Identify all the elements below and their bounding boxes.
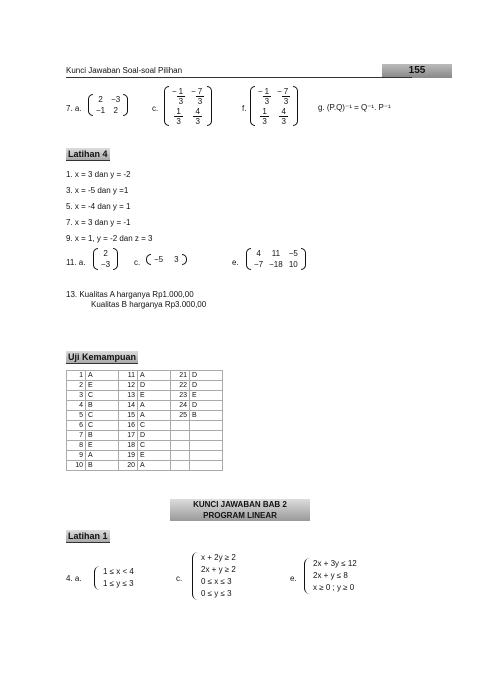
question-number-cell: 11 bbox=[119, 371, 138, 381]
answer-cell bbox=[190, 461, 223, 471]
answer-cell bbox=[190, 431, 223, 441]
answer-cell bbox=[190, 421, 223, 431]
answer-cell: A bbox=[86, 371, 119, 381]
question-number-cell: 6 bbox=[67, 421, 86, 431]
question-number-cell: 5 bbox=[67, 411, 86, 421]
q4c-system: x + 2y ≥ 2 2x + y ≥ 2 0 ≤ x ≤ 3 0 ≤ y ≤ 3 bbox=[192, 552, 236, 600]
item7-a-matrix: 2 −3 −1 2 bbox=[88, 94, 128, 116]
answer-cell: C bbox=[138, 441, 171, 451]
bab2-title-box bbox=[170, 499, 310, 521]
q4a-system: 1 ≤ x < 4 1 ≤ y ≤ 3 bbox=[94, 566, 134, 590]
latihan1-title: Latihan 1 bbox=[68, 531, 108, 541]
q11-a-matrix: 2 −3 bbox=[93, 248, 118, 270]
running-header: Kunci Jawaban Soal-soal Pilihan bbox=[66, 66, 183, 75]
question-number-cell bbox=[171, 461, 190, 471]
item7-f-matrix: − $\frac{1}{3}$ − $\frac{7}{3}$ $\frac{1}{3}$ $\frac{4}{3}$ bbox=[250, 86, 298, 126]
answer-cell: A bbox=[138, 411, 171, 421]
question-number-cell: 2 bbox=[67, 381, 86, 391]
table-row bbox=[67, 451, 223, 461]
question-number-cell: 10 bbox=[67, 461, 86, 471]
question-number-cell: 19 bbox=[119, 451, 138, 461]
table-row bbox=[67, 371, 223, 381]
answer-cell: D bbox=[138, 431, 171, 441]
answer-cell: C bbox=[86, 421, 119, 431]
question-number-cell: 18 bbox=[119, 441, 138, 451]
q13-line2: Kualitas B harganya Rp3.000,00 bbox=[91, 300, 207, 309]
table-row bbox=[67, 431, 223, 441]
answer-cell bbox=[190, 441, 223, 451]
question-number-cell: 23 bbox=[171, 391, 190, 401]
answer-cell: D bbox=[190, 371, 223, 381]
question-number-cell: 7 bbox=[67, 431, 86, 441]
question-number-cell: 22 bbox=[171, 381, 190, 391]
latihan4-line: 1. x = 3 dan y = -2 bbox=[66, 170, 131, 179]
uji-title: Uji Kemampuan bbox=[68, 352, 137, 362]
latihan4-line: 3. x = -5 dan y =1 bbox=[66, 186, 129, 195]
question-number-cell bbox=[171, 431, 190, 441]
answer-key-table bbox=[66, 370, 223, 471]
q4c-label: c. bbox=[176, 574, 183, 583]
q11-c-matrix: −5 3 bbox=[146, 254, 187, 265]
table-row bbox=[67, 391, 223, 401]
item7-g-text: g. (P.Q)⁻¹ = Q⁻¹. P⁻¹ bbox=[318, 103, 391, 112]
question-number-cell: 12 bbox=[119, 381, 138, 391]
answer-cell: A bbox=[138, 371, 171, 381]
answer-cell: A bbox=[86, 451, 119, 461]
question-number-cell bbox=[171, 421, 190, 431]
q13-line1: 13. Kualitas A harganya Rp1.000,00 bbox=[66, 290, 194, 299]
q11-label: 11. a. bbox=[66, 258, 86, 267]
q11-e-matrix: 4 11 −5 −7 −18 10 bbox=[246, 248, 306, 270]
item7-c-label: c. bbox=[152, 104, 159, 113]
latihan4-line: 7. x = 3 dan y = -1 bbox=[66, 218, 131, 227]
table-row bbox=[67, 401, 223, 411]
answer-cell: B bbox=[86, 401, 119, 411]
item7-label: 7. a. bbox=[66, 104, 82, 113]
answer-cell: C bbox=[86, 411, 119, 421]
answer-cell: A bbox=[138, 461, 171, 471]
q4a-label: 4. a. bbox=[66, 574, 82, 583]
answer-cell bbox=[190, 451, 223, 461]
bab2-title-line1: KUNCI JAWABAN BAB 2 bbox=[193, 500, 287, 509]
answer-cell: E bbox=[190, 391, 223, 401]
question-number-cell: 14 bbox=[119, 401, 138, 411]
latihan4-line: 9. x = 1, y = -2 dan z = 3 bbox=[66, 234, 153, 243]
question-number-cell: 15 bbox=[119, 411, 138, 421]
q4e-system: 2x + 3y ≤ 12 2x + y ≤ 8 x ≥ 0 ; y ≥ 0 bbox=[304, 558, 357, 594]
latihan4-title: Latihan 4 bbox=[68, 149, 108, 159]
answer-cell: A bbox=[138, 401, 171, 411]
question-number-cell: 25 bbox=[171, 411, 190, 421]
question-number-cell: 3 bbox=[67, 391, 86, 401]
answer-cell: C bbox=[86, 391, 119, 401]
answer-cell: D bbox=[190, 381, 223, 391]
latihan4-line: 5. x = -4 dan y = 1 bbox=[66, 202, 131, 211]
bab2-title-line2: PROGRAM LINEAR bbox=[203, 511, 277, 520]
answer-cell: D bbox=[190, 401, 223, 411]
table-row bbox=[67, 461, 223, 471]
question-number-cell: 9 bbox=[67, 451, 86, 461]
question-number-cell bbox=[171, 441, 190, 451]
question-number-cell: 20 bbox=[119, 461, 138, 471]
q11-e-label: e. bbox=[232, 258, 239, 267]
question-number-cell: 21 bbox=[171, 371, 190, 381]
table-row bbox=[67, 441, 223, 451]
question-number-cell: 17 bbox=[119, 431, 138, 441]
answer-cell: B bbox=[190, 411, 223, 421]
table-row bbox=[67, 411, 223, 421]
answer-cell: E bbox=[86, 381, 119, 391]
answer-cell: B bbox=[86, 461, 119, 471]
question-number-cell: 16 bbox=[119, 421, 138, 431]
header-rule bbox=[66, 77, 412, 78]
question-number-cell: 4 bbox=[67, 401, 86, 411]
question-number-cell: 1 bbox=[67, 371, 86, 381]
question-number-cell: 13 bbox=[119, 391, 138, 401]
page-number: 155 bbox=[382, 64, 452, 78]
question-number-cell: 24 bbox=[171, 401, 190, 411]
question-number-cell: 8 bbox=[67, 441, 86, 451]
answer-cell: E bbox=[86, 441, 119, 451]
q4e-label: e. bbox=[290, 574, 297, 583]
answer-cell: C bbox=[138, 421, 171, 431]
item7-c-matrix: − $\frac{1}{3}$ − $\frac{7}{3}$ $\frac{1}{3}$ $\frac{4}{3}$ bbox=[164, 86, 212, 126]
answer-cell: E bbox=[138, 391, 171, 401]
question-number-cell bbox=[171, 451, 190, 461]
item7-f-label: f. bbox=[242, 104, 247, 113]
table-row bbox=[67, 381, 223, 391]
table-row bbox=[67, 421, 223, 431]
q11-c-label: c. bbox=[134, 258, 141, 267]
answer-cell: B bbox=[86, 431, 119, 441]
answer-cell: D bbox=[138, 381, 171, 391]
answer-cell: E bbox=[138, 451, 171, 461]
